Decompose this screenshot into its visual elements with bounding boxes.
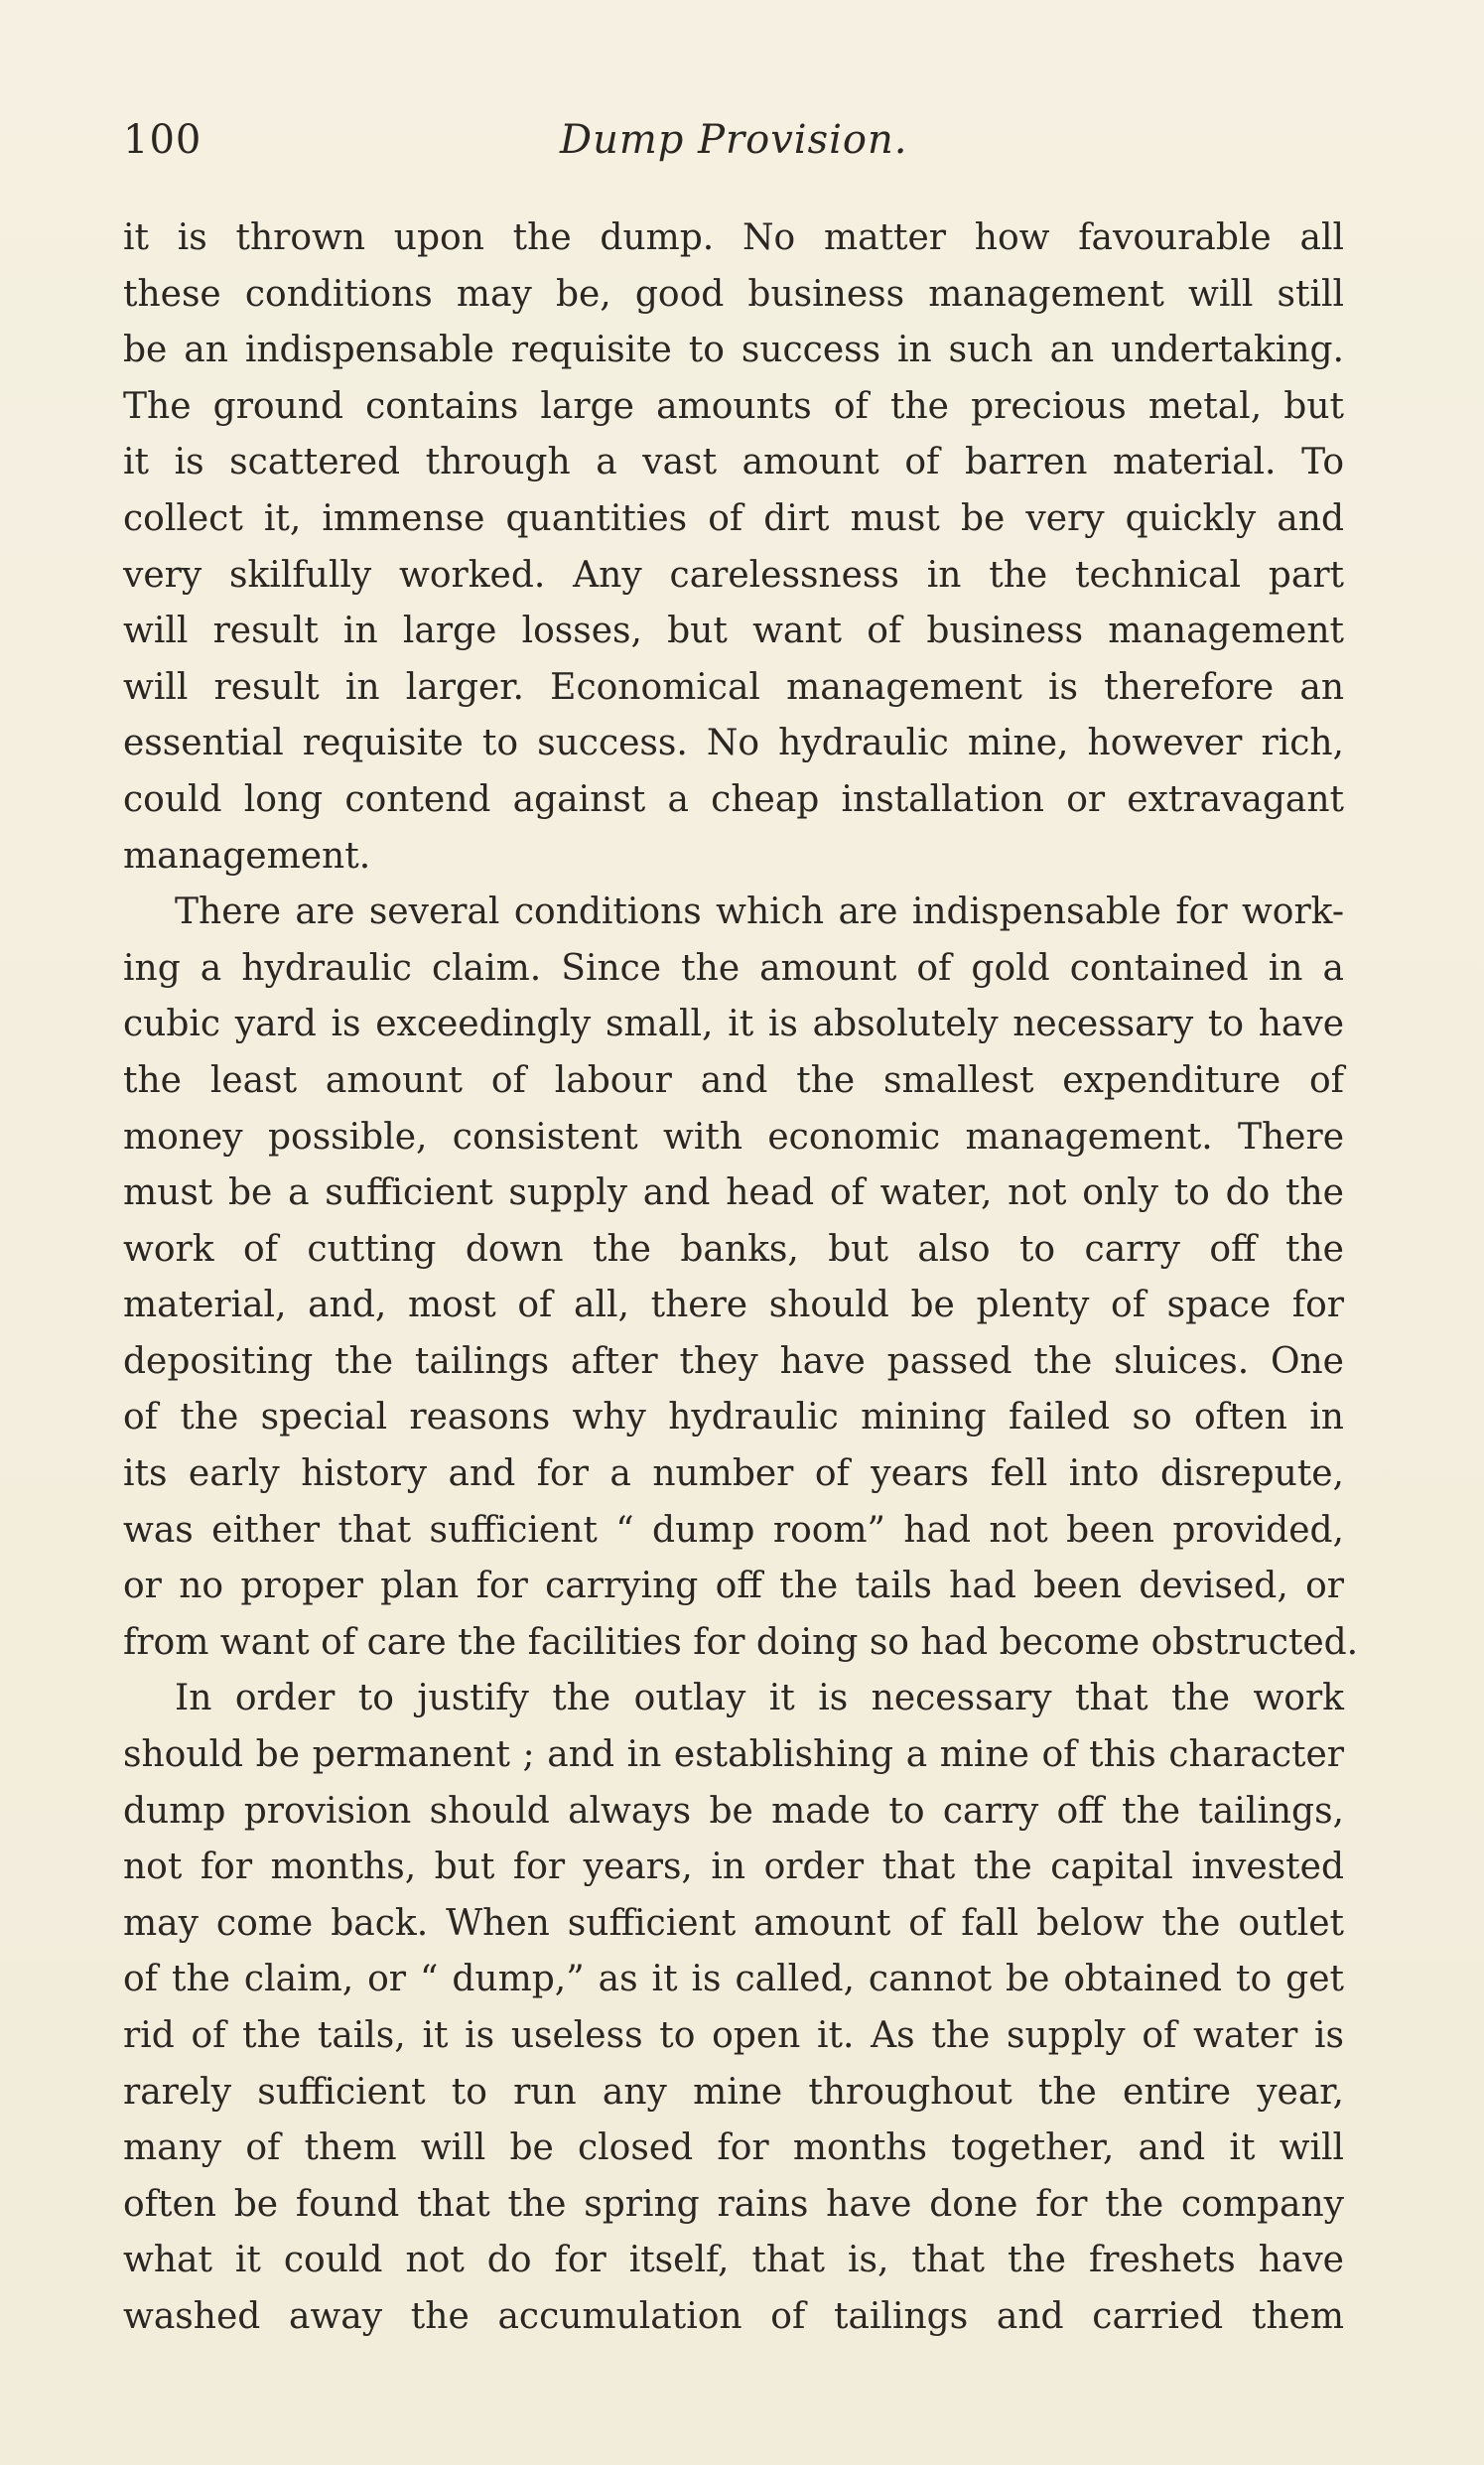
text-line: will result in larger. Economical management is therefore an [123, 666, 1344, 708]
text-line: often be found that the spring rains have done for the company [123, 2183, 1344, 2225]
text-line: of the claim, or “ dump,” as it is called, cannot be obtained to get [123, 1959, 1344, 2000]
text-line: rarely sufficient to run any mine throughout the entire year, [123, 2071, 1344, 2113]
text-line: material, and, most of all, there should be plenty of space for [123, 1285, 1344, 1326]
text-line: of the special reasons why hydraulic mining failed so often in [123, 1397, 1344, 1438]
text-line: In order to justify the outlay it is necessary that the work [175, 1678, 1344, 1719]
text-line: its early history and for a number of years fell into disrepute, [123, 1453, 1344, 1495]
text-line: washed away the accumulation of tailings and carried them [123, 2295, 1344, 2337]
body-text [123, 210, 1359, 2346]
text-line: essential requisite to success. No hydraulic mine, however rich, [123, 723, 1344, 764]
text-line: cubic yard is exceedingly small, it is absolutely necessary to have [123, 1004, 1344, 1045]
text-line: be an indispensable requisite to success in such an undertaking. [123, 330, 1344, 371]
text-line: ing a hydraulic claim. Since the amount of gold contained in a [123, 947, 1344, 989]
text-line: There are several conditions which are indispensable for work- [175, 891, 1344, 933]
text-line: the least amount of labour and the smallest expenditure of [123, 1059, 1344, 1101]
text-line: from want of care the facilities for doing so had become obstructed. [123, 1621, 1359, 1663]
text-line: management. [123, 835, 371, 877]
running-head [123, 117, 1344, 173]
text-line: many of them will be closed for months together, and it will [123, 2127, 1344, 2169]
text-line: money possible, consistent with economic management. There [123, 1116, 1344, 1158]
text-line: could long contend against a cheap installation or extravagant [123, 778, 1344, 820]
text-line: it is scattered through a vast amount of barren material. To [123, 442, 1344, 483]
text-line: must be a sufficient supply and head of water, not only to do the [123, 1172, 1344, 1214]
text-line: it is thrown upon the dump. No matter how favourable all [123, 217, 1344, 258]
running-title: Dump Provision. [560, 117, 908, 163]
text-line: dump provision should always be made to carry off the tailings, [123, 1790, 1344, 1832]
text-line: depositing the tailings after they have passed the sluices. One [123, 1340, 1344, 1382]
text-line: may come back. When sufficient amount of fall below the outlet [123, 1902, 1344, 1944]
text-line: not for months, but for years, in order that the capital invested [123, 1847, 1344, 1888]
text-line: will result in large losses, but want of business management [123, 611, 1344, 652]
text-line: rid of the tails, it is useless to open it. As the supply of water is [123, 2015, 1344, 2056]
text-line: these conditions may be, good business management will still [123, 273, 1344, 315]
text-line: was either that sufficient “ dump room” had not been provided, [123, 1509, 1344, 1551]
text-line: should be permanent ; and in establishing a mine of this character [123, 1734, 1344, 1776]
page-number: 100 [123, 117, 202, 163]
text-line: collect it, immense quantities of dirt must be very quickly and [123, 497, 1344, 539]
text-line: what it could not do for itself, that is, that the freshets have [123, 2240, 1344, 2281]
text-line: The ground contains large amounts of the precious metal, but [123, 385, 1344, 427]
text-line: very skilfully worked. Any carelessness in the technical part [123, 554, 1344, 596]
text-line: work of cutting down the banks, but also to carry off the [123, 1228, 1344, 1270]
text-line: or no proper plan for carrying off the tails had been devised, or [123, 1566, 1344, 1607]
